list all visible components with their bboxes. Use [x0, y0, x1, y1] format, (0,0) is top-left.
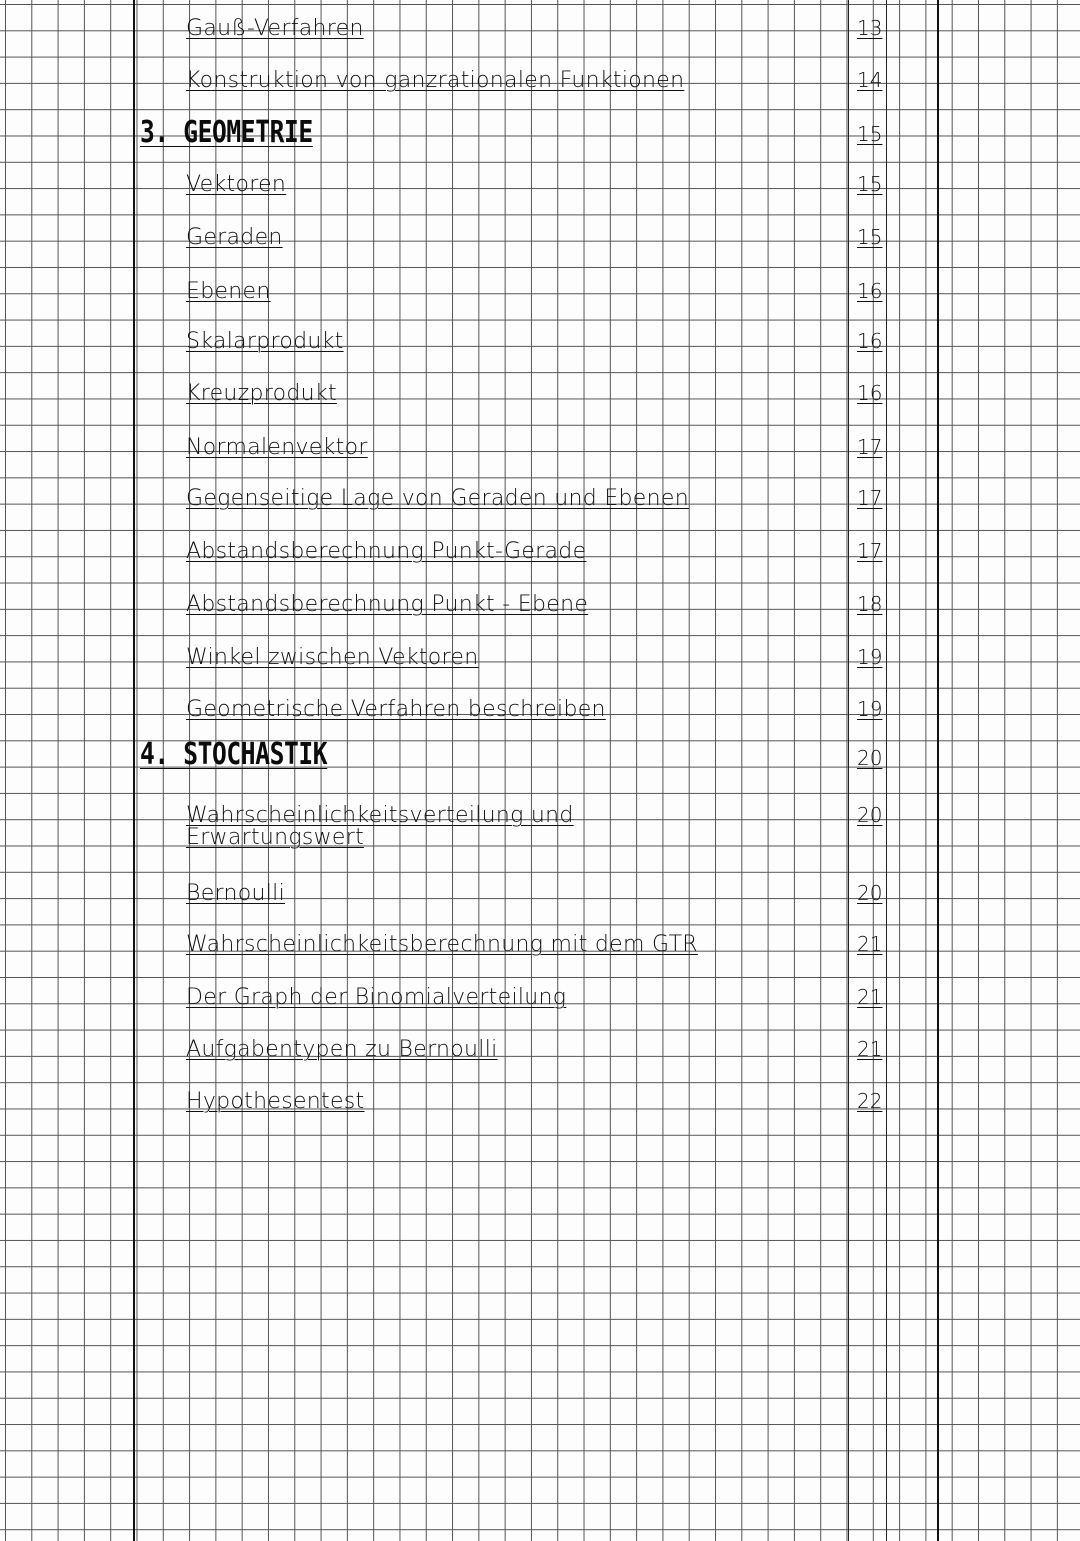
toc-entry-title: Wahrscheinlichkeitsverteilung und Erwartungswert [186, 803, 574, 850]
toc-entry-page: 13 [857, 16, 883, 40]
toc-entry-page: 17 [857, 486, 883, 510]
toc-entry-title: Wahrscheinlichkeitsberechnung mit dem GTR [186, 932, 698, 957]
toc-entry-title: Hypothesentest [186, 1089, 365, 1114]
toc-entry-page: 19 [857, 697, 883, 721]
toc-entry-title: Der Graph der Binomialverteilung [186, 985, 567, 1010]
toc-entry-page: 15 [857, 225, 883, 249]
toc-entry-page: 16 [857, 381, 883, 405]
toc-entry-page: 20 [857, 803, 883, 827]
toc-entry-title: Bernoulli [186, 881, 285, 906]
toc-entry-title: Normalenvektor [186, 435, 368, 460]
section-title: 4. STOCHASTIK [140, 737, 328, 772]
toc-entry-page: 22 [857, 1089, 883, 1113]
toc-entry-page: 15 [857, 172, 883, 196]
toc-entry-title: Gauß-Verfahren [186, 16, 364, 41]
toc-entry-page: 19 [857, 645, 883, 669]
toc-entry-title: Abstandsberechnung Punkt-Gerade [186, 539, 587, 564]
section-page: 20 [857, 746, 883, 770]
toc-entry-page: 14 [857, 68, 883, 92]
toc-entry-title: Geraden [186, 225, 283, 250]
toc-entry-title: Aufgabentypen zu Bernoulli [186, 1037, 498, 1062]
toc-entry-title: Winkel zwischen Vektoren [186, 645, 479, 670]
toc-entry-title: Vektoren [186, 172, 287, 197]
toc-entry-title: Ebenen [186, 279, 271, 304]
section-title: 3. GEOMETRIE [140, 115, 313, 150]
toc-entry-page: 21 [857, 1037, 883, 1061]
toc-entry-page: 20 [857, 881, 883, 905]
section-page: 15 [857, 122, 883, 146]
toc-entry-title: Konstruktion von ganzrationalen Funktionen [186, 68, 685, 93]
toc-entry-page: 16 [857, 329, 883, 353]
toc-entry-page: 21 [857, 932, 883, 956]
toc-entry-page: 18 [857, 592, 883, 616]
toc-entry-page: 16 [857, 279, 883, 303]
toc-entry-title: Geometrische Verfahren beschreiben [186, 697, 606, 722]
toc-entry-title: Skalarprodukt [186, 329, 344, 354]
toc-entry-title: Abstandsberechnung Punkt - Ebene [186, 592, 589, 617]
toc-entry-title: Kreuzprodukt [186, 381, 337, 406]
toc-entry-page: 17 [857, 435, 883, 459]
toc-entry-title: Gegenseitige Lage von Geraden und Ebenen [186, 486, 689, 511]
toc-entry-page: 21 [857, 985, 883, 1009]
toc-entry-page: 17 [857, 539, 883, 563]
